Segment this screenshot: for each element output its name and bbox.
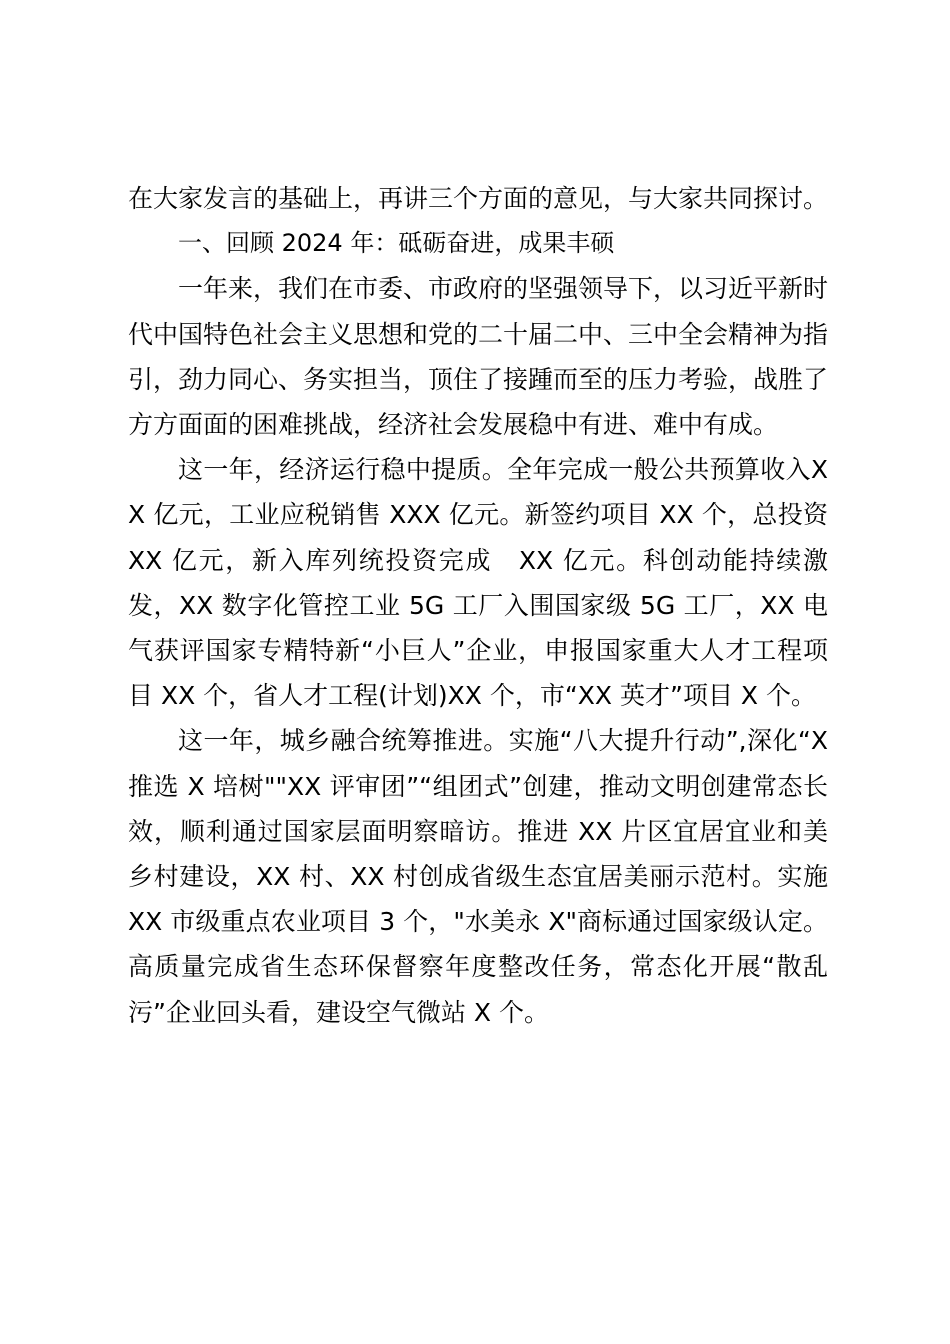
section-heading: 一、回顾 2024 年：砥砺奋进，成果丰硕 xyxy=(178,229,615,258)
economy-paragraph: 这一年，经济运行稳中提质。全年完成一般公共预算收入XX 亿元，工业应税销售 XXX 亿元。新签约项目 XX 个，总投资 XX 亿元，新入库列统投资完成 XX 亿元。科创动能持续激发，XX 数字化管控工业 5G 工厂入围国家级 5G 工厂，XX 电气获评国家专精特新“小巨人”企业，申报国家重大人才工程项目 XX 个，省人才工程(计划)XX 个，市“XX 英才”项目 X 个。 xyxy=(128,455,828,711)
overview-paragraph: 一年来，我们在市委、市政府的坚强领导下，以习近平新时代中国特色社会主义思想和党的二十届二中、三中全会精神为指引，劲力同心、务实担当，顶住了接踵而至的压力考验，战胜了方方面面的困难挑战，经济社会发展稳中有进、难中有成。 xyxy=(128,274,829,440)
intro-paragraph: 在大家发言的基础上，再讲三个方面的意见，与大家共同探讨。 xyxy=(128,184,829,213)
document-body xyxy=(128,176,828,1035)
urban-rural-paragraph: 这一年，城乡融合统筹推进。实施“八大提升行动”,深化“X 推选 X 培树""XX 评审团”“组团式”创建，推动文明创建常态长效，顺利通过国家层面明察暗访。推进 XX 片区宜居宜业和美乡村建设，XX 村、XX 村创成省级生态宜居美丽示范村。实施XX 市级重点农业项目 3 个，"水美永 X"商标通过国家级认定。高质量完成省生态环保督察年度整改任务，常态化开展“散乱污”企业回头看，建设空气微站 X 个。 xyxy=(128,726,828,1027)
